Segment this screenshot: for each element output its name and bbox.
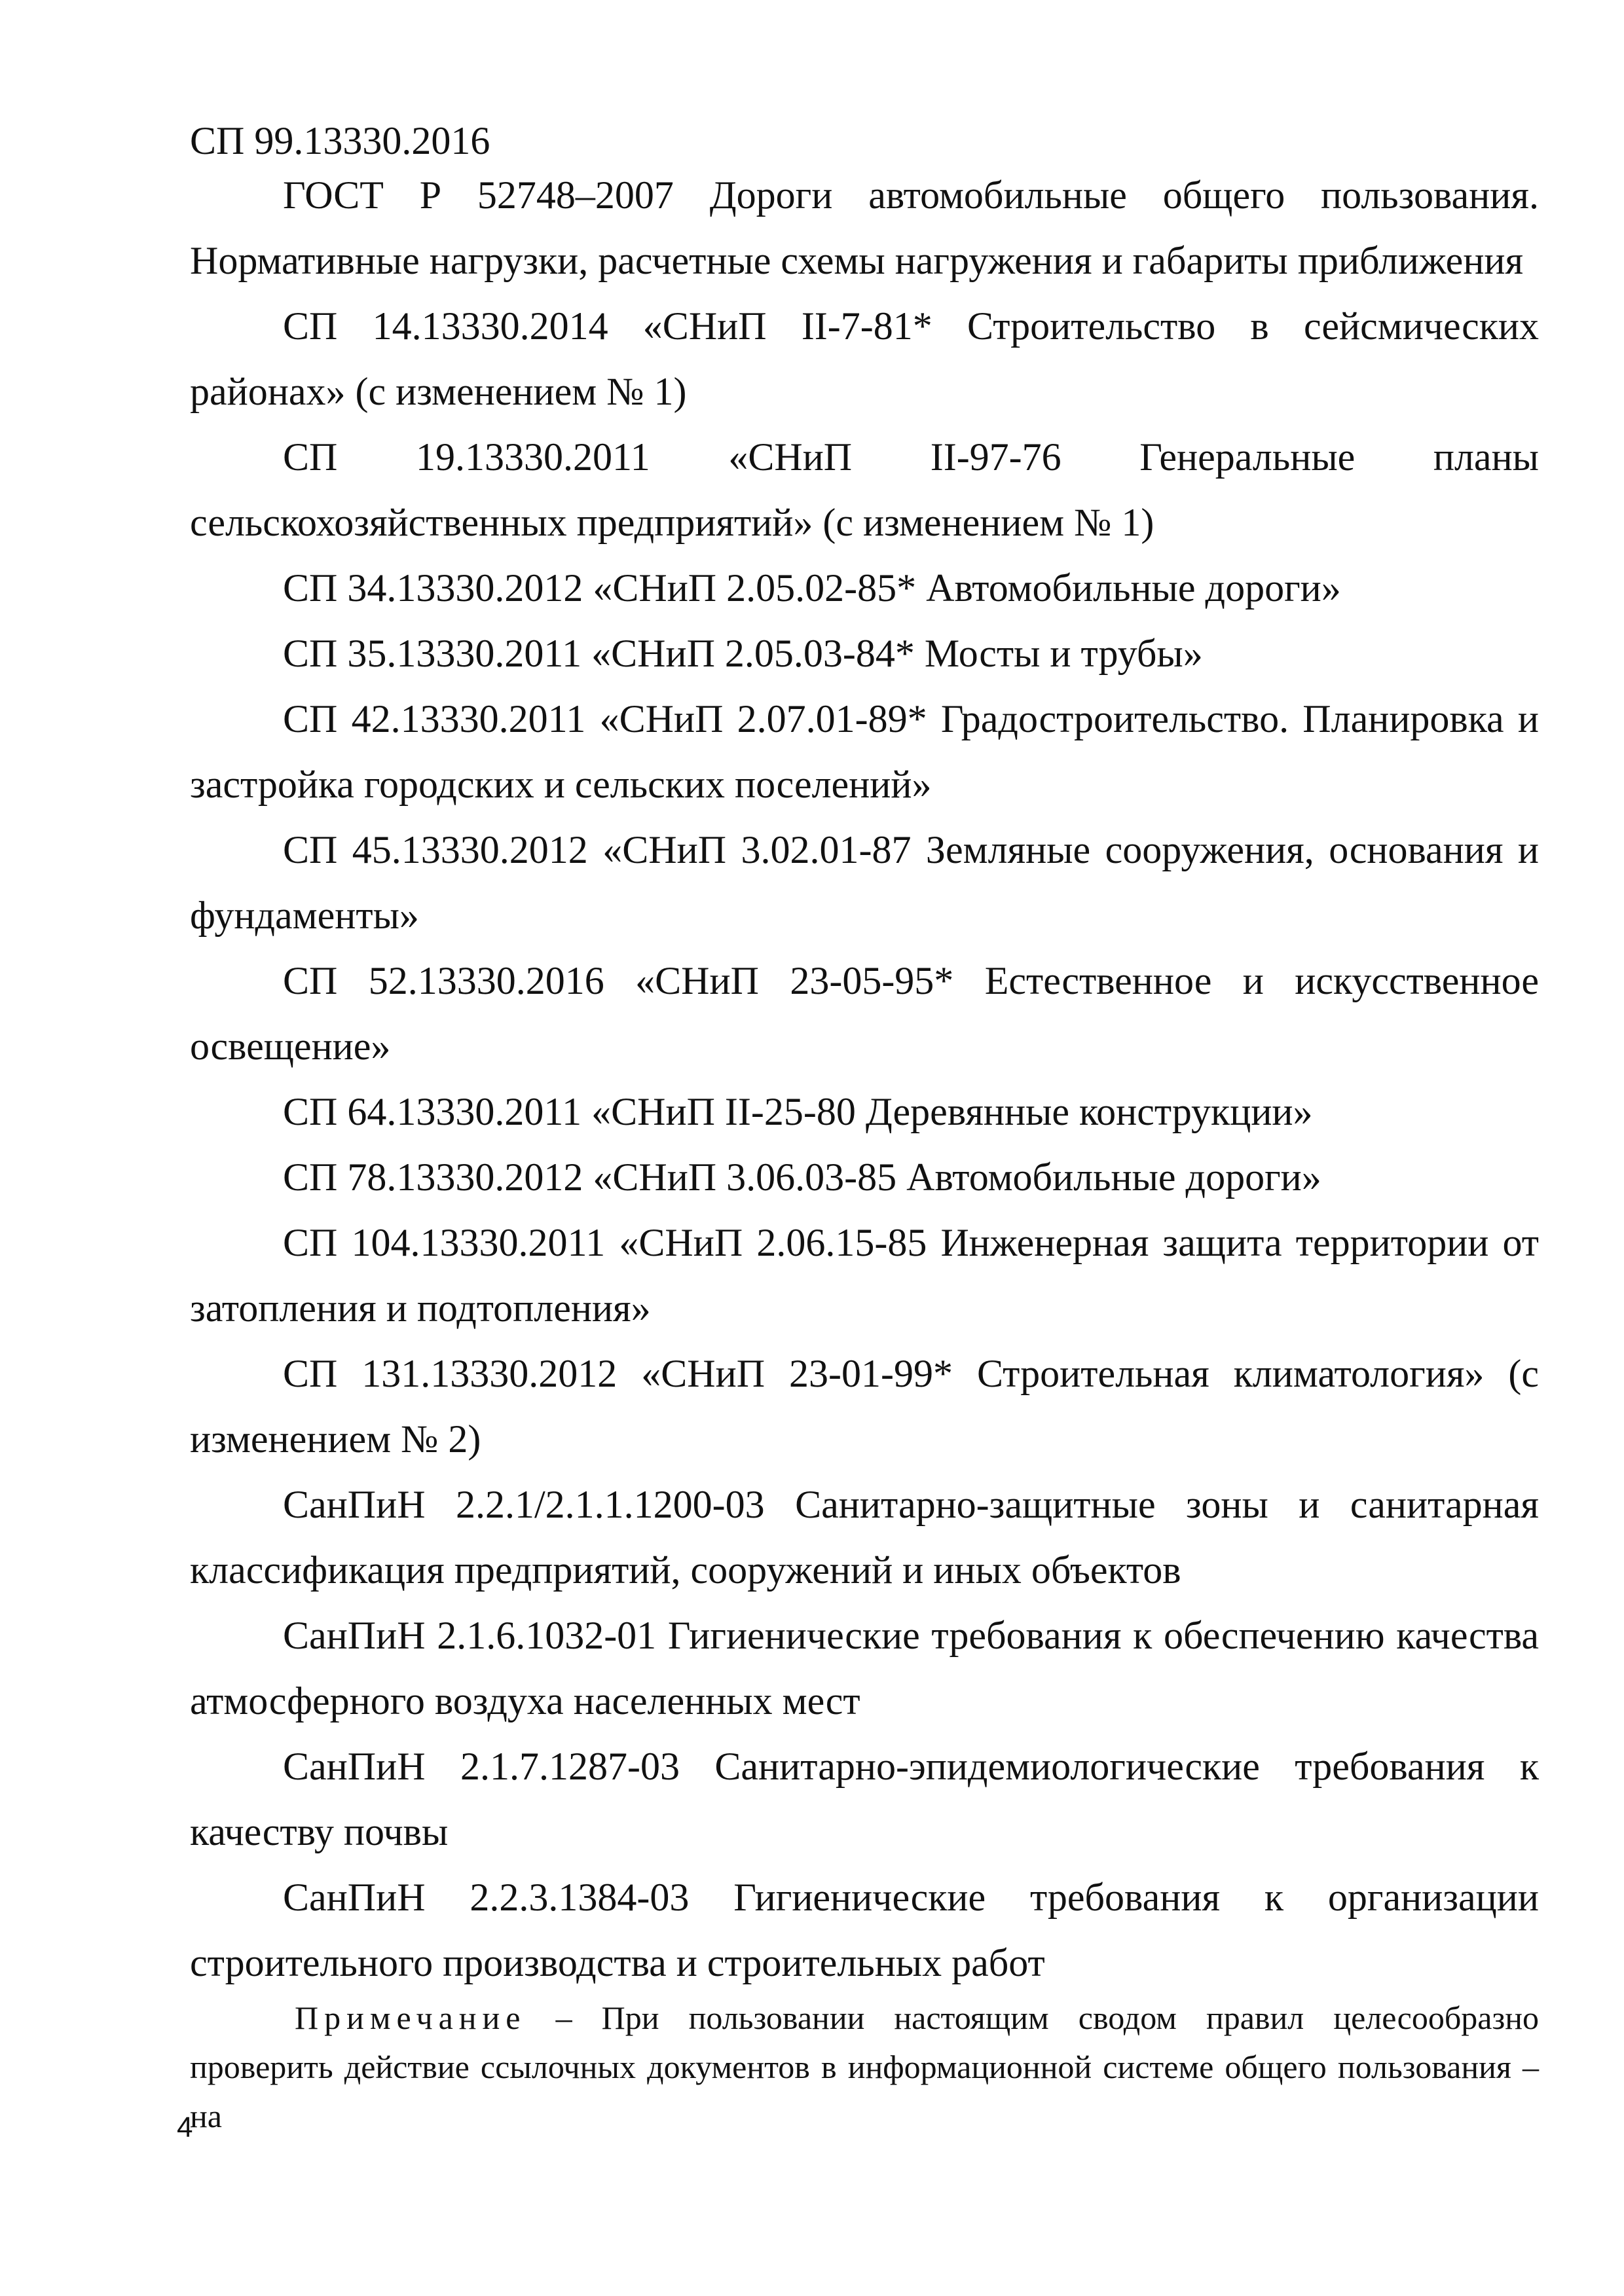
reference-item: СП 131.13330.2012 «СНиП 23-01-99* Строительная климатология» (с изменением № 2) — [190, 1352, 1539, 1461]
document-code: СП 99.13330.2016 — [190, 119, 490, 162]
reference-item: СанПиН 2.2.3.1384-03 Гигиенические требования к организации строительного производства и строительных работ — [190, 1876, 1539, 1984]
reference-item: СП 35.13330.2011 «СНиП 2.05.03-84* Мосты и трубы» — [283, 632, 1203, 675]
note-paragraph — [190, 1994, 1539, 2141]
reference-item: СП 64.13330.2011 «СНиП II-25-80 Деревянные конструкции» — [283, 1090, 1313, 1133]
reference-item: ГОСТ Р 52748–2007 Дороги автомобильные общего пользования. Нормативные нагрузки, расчетные схемы нагружения и габариты приближения — [190, 173, 1539, 282]
reference-item: СП 14.13330.2014 «СНиП II-7-81* Строительство в сейсмических районах» (с изменением № 1) — [190, 304, 1539, 413]
reference-item: СП 34.13330.2012 «СНиП 2.05.02-85* Автомобильные дороги» — [283, 566, 1341, 610]
reference-item: СП 104.13330.2011 «СНиП 2.06.15-85 Инженерная защита территории от затопления и подтопления» — [190, 1221, 1539, 1330]
reference-item: СанПиН 2.1.7.1287-03 Санитарно-эпидемиологические требования к качеству почвы — [190, 1745, 1539, 1853]
reference-list — [190, 162, 1539, 1995]
reference-item: СП 19.13330.2011 «СНиП II-97-76 Генеральные планы сельскохозяйственных предприятий» (с изменением № 1) — [190, 435, 1539, 544]
reference-item: СанПиН 2.2.1/2.1.1.1200-03 Санитарно-защитные зоны и санитарная классификация предприятий, сооружений и иных объектов — [190, 1483, 1539, 1592]
reference-item: СП 42.13330.2011 «СНиП 2.07.01-89* Градостроительство. Планировка и застройка городских и сельских поселений» — [190, 697, 1539, 806]
reference-item: СП 78.13330.2012 «СНиП 3.06.03-85 Автомобильные дороги» — [283, 1156, 1321, 1199]
reference-item: СП 45.13330.2012 «СНиП 3.02.01-87 Земляные сооружения, основания и фундаменты» — [190, 828, 1539, 937]
reference-item: СанПиН 2.1.6.1032-01 Гигиенические требования к обеспечению качества атмосферного воздуха населенных мест — [190, 1614, 1539, 1722]
page-number: 4 — [177, 2111, 193, 2143]
note-label: Примечание — [295, 1999, 526, 2036]
reference-item: СП 52.13330.2016 «СНиП 23-05-95* Естественное и искусственное освещение» — [190, 959, 1539, 1068]
note-text: – При пользовании настоящим сводом правил целесообразно проверить действие ссылочных документов в информационной системе общего пользования – на — [190, 1999, 1539, 2134]
